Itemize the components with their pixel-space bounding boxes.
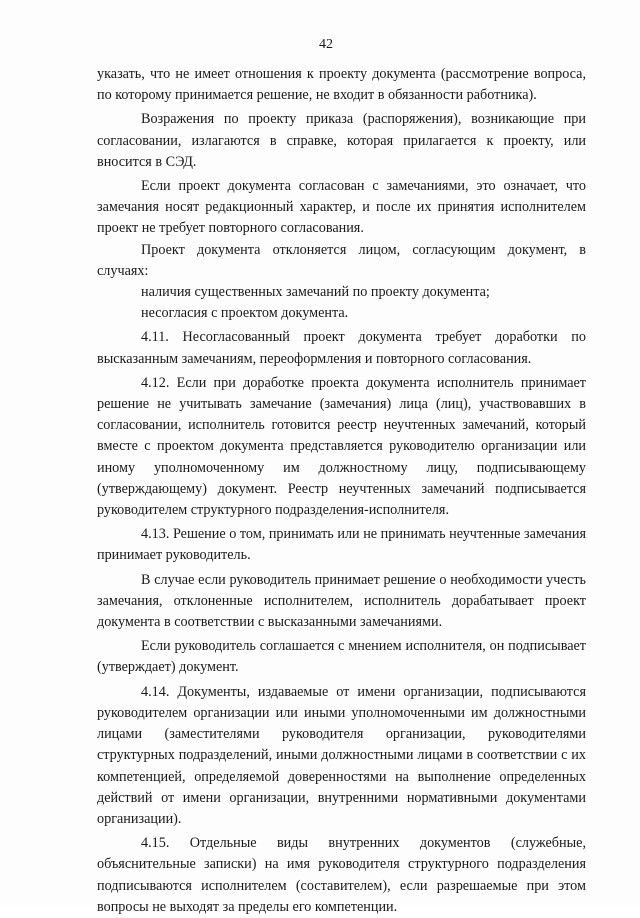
paragraph-rejection-cases: Проект документа отклоняется лицом, согласующим документ, в случаях: bbox=[97, 241, 586, 279]
paragraph-case-remarks: наличия существенных замечаний по проекту документа; bbox=[141, 284, 490, 301]
paragraph-objections: Возражения по проекту приказа (распоряжения), возникающие при согласовании, излагаются в справке, которая прилагается к проекту, или вносится в СЭД. bbox=[97, 111, 586, 170]
paragraph-manager-agrees: Если руководитель соглашается с мнением исполнителя, он подписывает (утверждает) документ. bbox=[97, 638, 586, 676]
paragraph-4-15: 4.15. Отдельные виды внутренних документов (служебные, объяснительные записки) на имя руководителя структурного подразделения подписываются исполнителем (составителем), если разрешаемые при этом вопросы не выходят за пределы его компетенции. bbox=[97, 835, 586, 915]
paragraph-continuation: указать, что не имеет отношения к проекту документа (рассмотрение вопроса, по которому принимается решение, не входит в обязанности работника). bbox=[97, 66, 586, 104]
paragraph-case-disagreement: несогласия с проектом документа. bbox=[141, 305, 349, 322]
paragraph-4-14: 4.14. Документы, издаваемые от имени организации, подписываются руководителем организации или иными уполномоченными им должностными лицами (заместителями руководителя организации, руководителями структурных подразделений, иными должностными лицами в соответствии с их компетенцией, определяемой доверенностями на выполнение определенных действий от имени организации, внутренними нормативными документами организации). bbox=[97, 683, 586, 827]
paragraph-4-13: 4.13. Решение о том, принимать или не принимать неучтенные замечания принимает руководитель. bbox=[97, 526, 586, 564]
document-body bbox=[97, 64, 586, 918]
paragraph-4-12: 4.12. Если при доработке проекта документа исполнитель принимает решение не учитывать замечание (замечания) лица (лиц), участвовавших в согласовании, исполнитель готовится реестр неучтенных замечаний, который вместе с проектом документа представляется руководителю организации или иному уполномоченному им должностному лицу, подписывающему (утверждающему) документ. Реестр неучтенных замечаний подписывается руководителем структурного подразделения-исполнителя. bbox=[97, 374, 586, 519]
paragraph-approved-with-remarks: Если проект документа согласован с замечаниями, это означает, что замечания носят редакционный характер, и после их принятия исполнителем проект не требует повторного согласования. bbox=[97, 178, 586, 237]
page-number: 42 bbox=[319, 37, 333, 52]
paragraph-manager-decision: В случае если руководитель принимает решение о необходимости учесть замечания, отклоненные исполнителем, исполнитель дорабатывает проект документа в соответствии с высказанными замечаниями. bbox=[97, 571, 586, 631]
paragraph-4-11: 4.11. Несогласованный проект документа требует доработки по высказанным замечаниям, переоформления и повторного согласования. bbox=[97, 329, 586, 367]
